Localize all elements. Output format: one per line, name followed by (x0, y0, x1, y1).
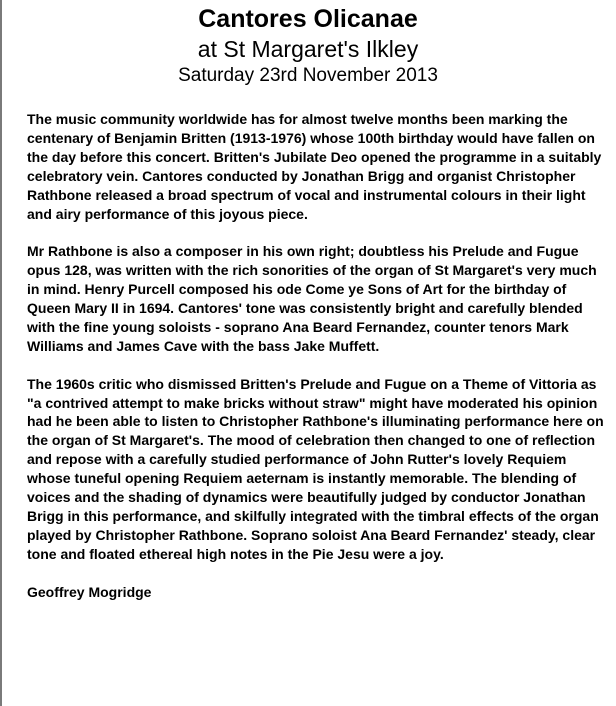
author-signature: Geoffrey Mogridge (27, 583, 152, 600)
page-header (0, 4, 616, 88)
page-title: Cantores Olicanae (198, 5, 418, 33)
concert-date: Saturday 23rd November 2013 (178, 65, 438, 86)
paragraph-2: Mr Rathbone is also a composer in his own right; doubtless his Prelude and Fugue opus 128, was written with the rich sonorities of the organ of St Margaret's very much in mind. Henry Purcell composed his ode Come ye Sons of Art for the birthday of Queen Mary II in 1694. Cantores' tone was consistently bright and carefully blended with the fine young soloists - soprano Ana Beard Fernandez, counter tenors Mark Williams and James Cave with the bass Jake Muffett. (27, 243, 597, 354)
venue-subtitle: at St Margaret's Ilkley (197, 36, 419, 62)
paragraph-1: The music community worldwide has for almost twelve months been marking the centenary of Benjamin Britten (1913-1976) whose 100th birthday would have fallen on the day before this concert. Britten's Jubilate Deo opened the programme in a suitably celebratory vein. Cantores conducted by Jonathan Brigg and organist Christopher Rathbone released a broad spectrum of vocal and instrumental colours in their light and airy performance of this joyous piece. (27, 111, 602, 222)
article-body (27, 110, 612, 602)
paragraph-3: The 1960s critic who dismissed Britten's Prelude and Fugue on a Theme of Vittoria as "a contrived attempt to make bricks without straw" might have moderated his opinion had he been able to listen to Christopher Rathbone's illuminating performance here on the organ of St Margaret's. The mood of celebration then changed to one of reflection and repose with a carefully studied performance of John Rutter's lovely Requiem whose tuneful opening Requiem aeternam is instantly memorable. The blending of voices and the shading of dynamics were beautifully judged by conductor Jonathan Brigg in this performance, and skilfully integrated with the timbral effects of the organ played by Christopher Rathbone. Soprano soloist Ana Beard Fernandez' steady, clear tone and floated ethereal high notes in the Pie Jesu were a joy. (27, 375, 604, 562)
